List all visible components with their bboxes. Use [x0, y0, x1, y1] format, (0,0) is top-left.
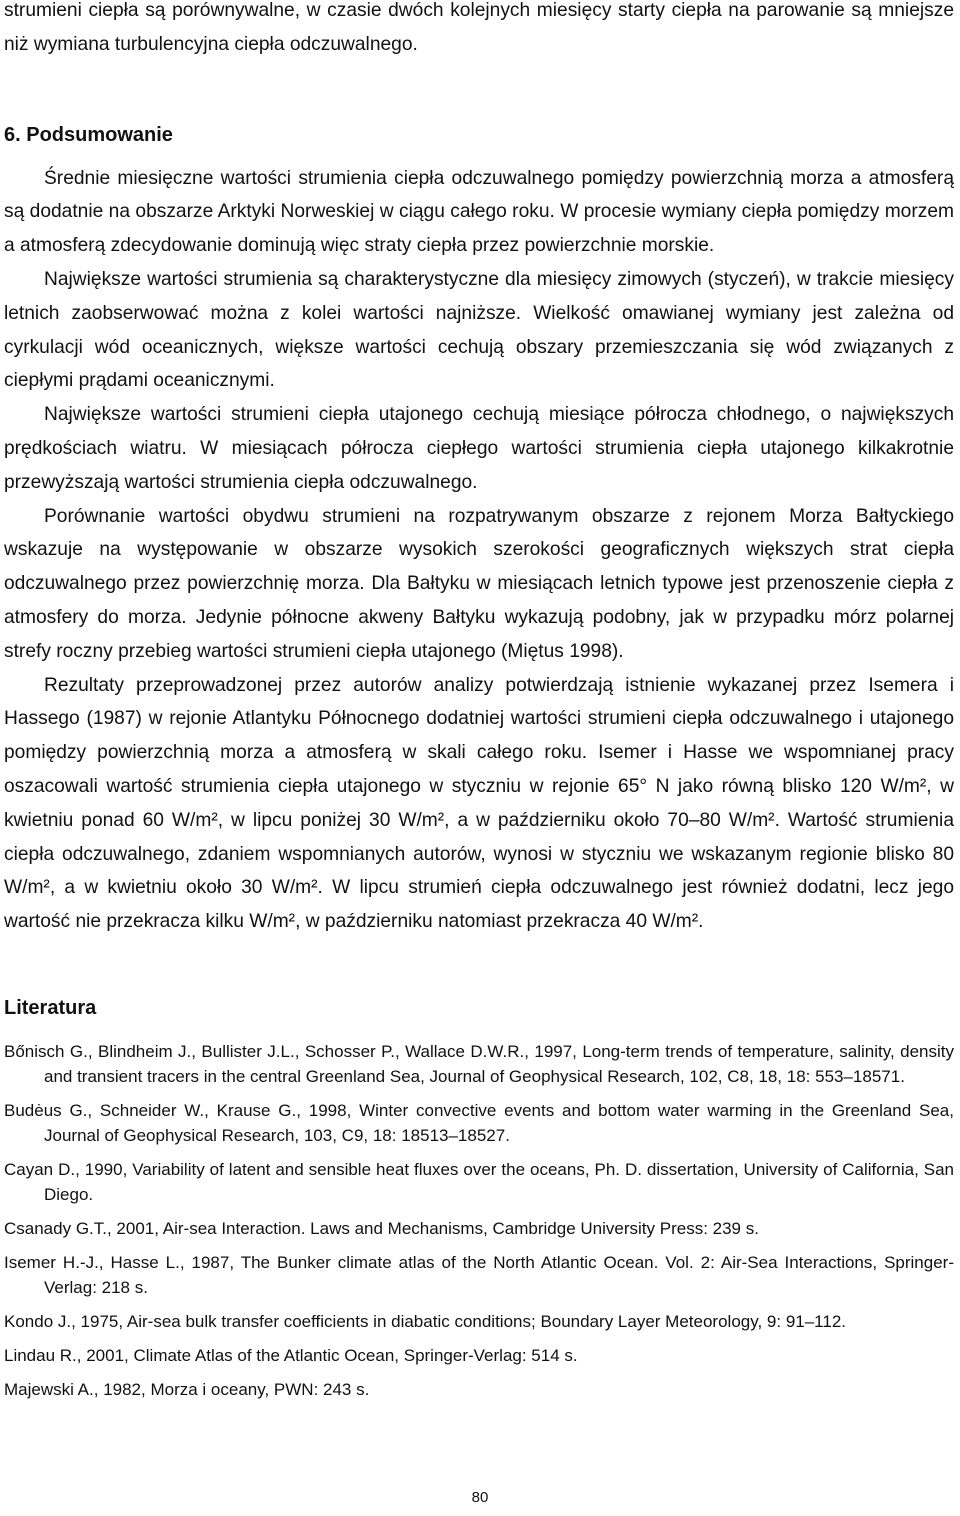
page-number: 80: [471, 1489, 489, 1506]
reference-item: Isemer H.-J., Hasse L., 1987, The Bunker climate atlas of the North Atlantic Ocean. Vol. 2: Air-Sea Interactions, Springer-Verlag: 218 s.: [4, 1252, 954, 1297]
reference-list: [4, 1039, 954, 1402]
summary-paragraph-4: Porównanie wartości obydwu strumieni na rozpatrywanym obszarze z rejonem Morza Bałtyckiego wskazuje na występowanie w obszarze wysokich szerokości geograficznych większych strat ciepła odczuwalnego przez powierzchnię morza. Dla Bałtyku w miesiącach letnich typowe jest przenoszenie ciepła z atmosfery do morza. Jedynie północne akweny Bałtyku wykazują podobny, jak w przypadku mórz polarnej strefy roczny przebieg wartości strumieni ciepła utajonego (Miętus 1998).: [4, 505, 954, 662]
literature-heading: Literatura: [4, 996, 97, 1019]
reference-item: Kondo J., 1975, Air-sea bulk transfer coefficients in diabatic conditions; Boundary Layer Meteorology, 9: 91–112.: [4, 1311, 847, 1331]
reference-item: Csanady G.T., 2001, Air-sea Interaction. Laws and Mechanisms, Cambridge University Press: 239 s.: [4, 1218, 759, 1238]
summary-paragraph-1: Średnie miesięczne wartości strumienia ciepła odczuwalnego pomiędzy powierzchnią morza a atmosferą są dodatnie na obszarze Arktyki Norweskiej w ciągu całego roku. W procesie wymiany ciepła pomiędzy morzem a atmosferą zdecydowanie dominują więc straty ciepła przez powierzchnie morskie.: [4, 167, 954, 257]
reference-item: Budėus G., Schneider W., Krause G., 1998, Winter convective events and bottom water warming in the Greenland Sea, Journal of Geophysical Research, 103, C9, 18: 18513–18527.: [4, 1100, 954, 1145]
summary-paragraph-2: Największe wartości strumienia są charakterystyczne dla miesięcy zimowych (styczeń), w trakcie miesięcy letnich zaobserwować można z kolei wartości najniższe. Wielkość omawianej wymiany jest zależna od cyrkulacji wód oceanicznych, większe wartości cechują obszary przemieszczania się wód związanych z ciepłymi prądami oceanicznymi.: [4, 268, 954, 392]
summary-paragraph-5: Rezultaty przeprowadzonej przez autorów analizy potwierdzają istnienie wykazanej przez Isemera i Hassego (1987) w rejonie Atlantyku Północnego dodatniej wartości strumieni ciepła odczuwalnego i utajonego pomiędzy powierzchnią morza a atmosferą w skali całego roku. Isemer i Hasse we wspomnianej pracy oszacowali wartość strumienia ciepła utajonego w styczniu w rejonie 65° N jako równą blisko 120 W/m², w kwietniu ponad 60 W/m², w lipcu poniżej 30 W/m², a w październiku około 70–80 W/m². Wartość strumienia ciepła odczuwalnego, zdaniem wspomnianych autorów, wynosi w styczniu we wskazanym regionie blisko 80 W/m², a w kwietniu około 30 W/m². W lipcu strumień ciepła odczuwalnego jest również dodatni, lecz jego wartość nie przekracza kilku W/m², w październiku natomiast przekracza 40 W/m².: [4, 674, 954, 933]
reference-item: Cayan D., 1990, Variability of latent and sensible heat fluxes over the oceans, Ph. D. dissertation, University of California, San Diego.: [4, 1159, 954, 1204]
intro-paragraph: strumieni ciepła są porównywalne, w czasie dwóch kolejnych miesięcy starty ciepła na parowanie są mniejsze niż wymiana turbulencyjna ciepła odczuwalnego.: [4, 0, 954, 55]
reference-item: Majewski A., 1982, Morza i oceany, PWN: 243 s.: [4, 1379, 370, 1399]
reference-item: Bőnisch G., Blindheim J., Bullister J.L., Schosser P., Wallace D.W.R., 1997, Long-term trends of temperature, salinity, density and transient tracers in the central Greenland Sea, Journal of Geophysical Research, 102, C8, 18, 18: 553–18571.: [4, 1041, 954, 1086]
summary-paragraph-3: Największe wartości strumieni ciepła utajonego cechują miesiące półrocza chłodnego, o największych prędkościach wiatru. W miesiącach półrocza ciepłego wartości strumienia ciepła utajonego kilkakrotnie przewyższają wartości strumienia ciepła odczuwalnego.: [4, 404, 954, 493]
reference-item: Lindau R., 2001, Climate Atlas of the Atlantic Ocean, Springer-Verlag: 514 s.: [4, 1345, 578, 1365]
section-heading: 6. Podsumowanie: [4, 123, 173, 146]
